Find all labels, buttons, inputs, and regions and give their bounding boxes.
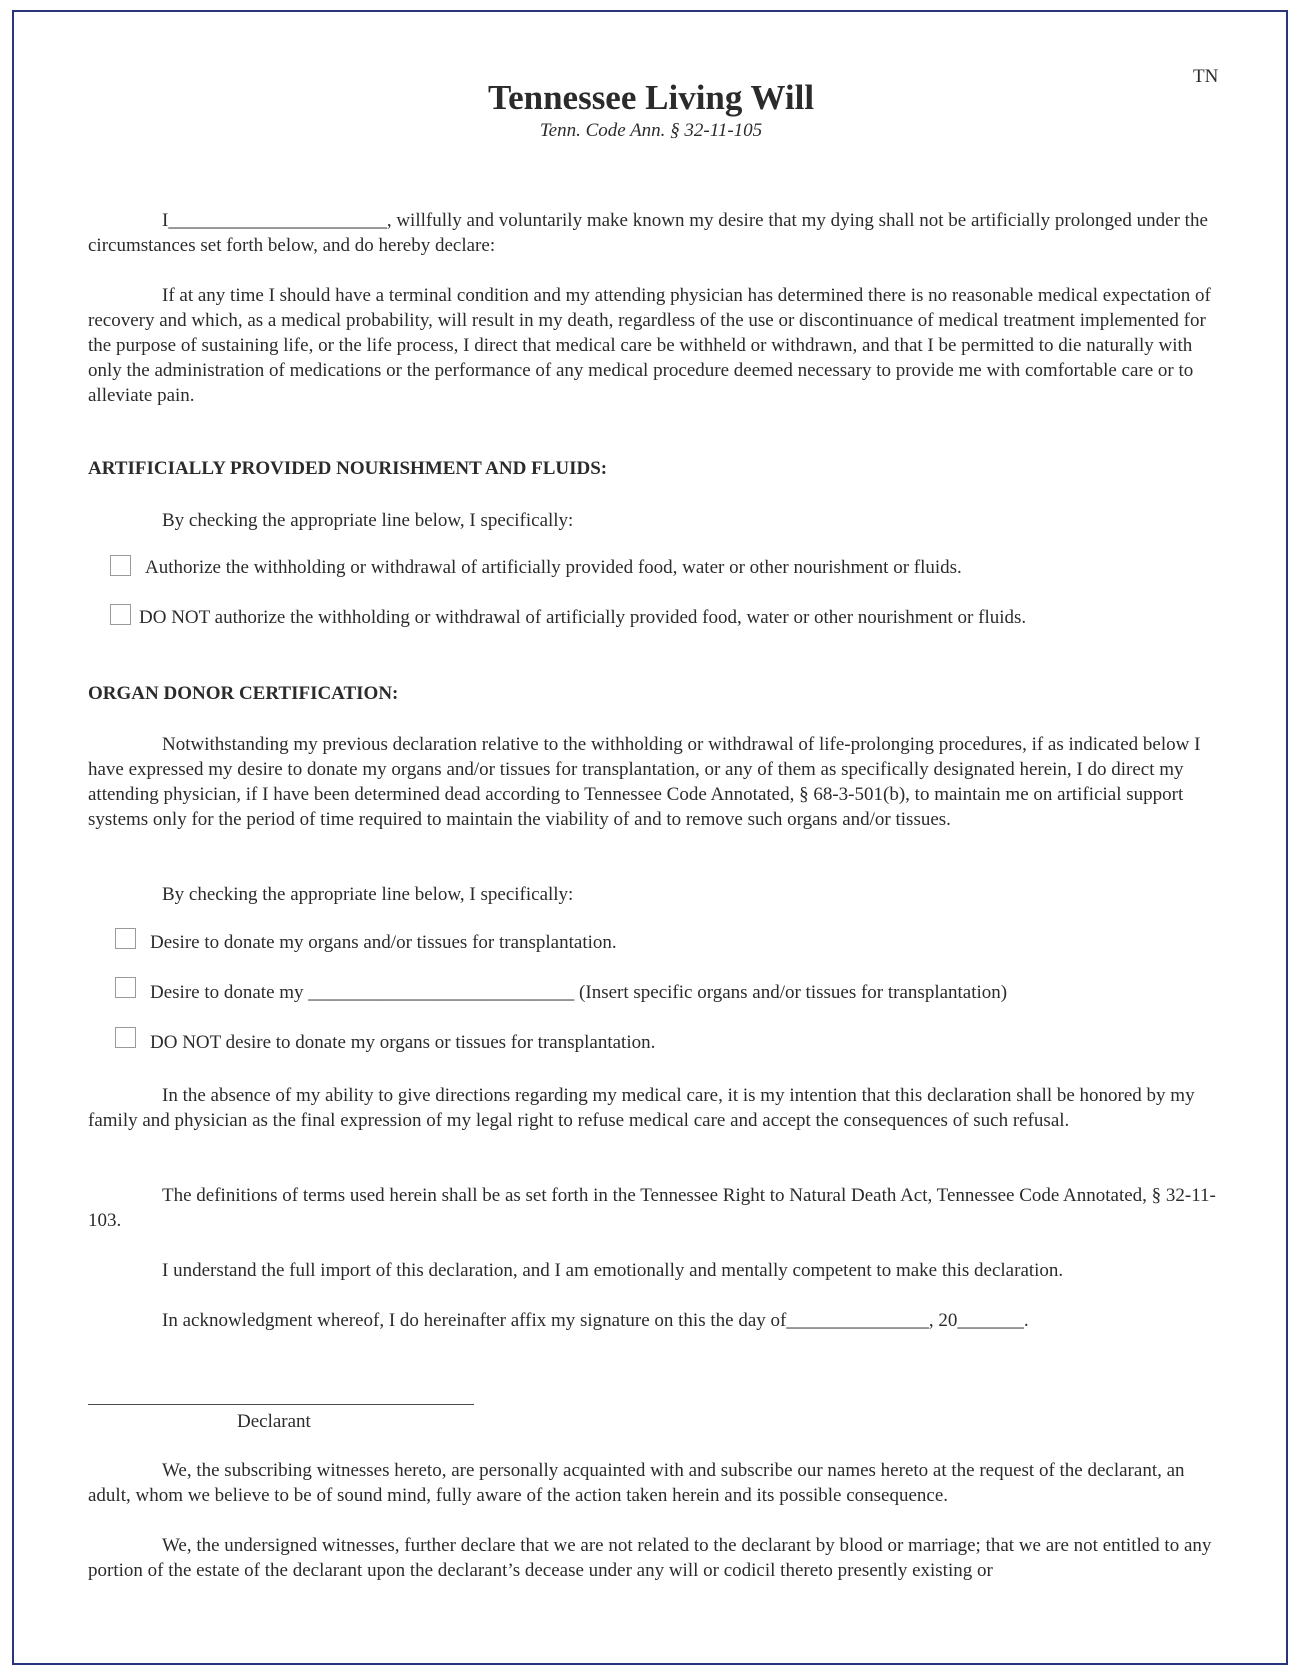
donate-all-label: Desire to donate my organs and/or tissues for transplantation. [150, 932, 617, 953]
statute-citation: Tenn. Code Ann. § 32-11-105 [539, 120, 763, 141]
witness-paragraph-1-text: We, the subscribing witnesses hereto, are personally acquainted with and subscribe our names hereto at the request of the declarant, an adult, whom we believe to be of sound mind, fully aware of the action taken herein and its possible consequence. [88, 1460, 1185, 1506]
declaration-paragraph-1 [88, 208, 1216, 258]
organ-donor-heading: ORGAN DONOR CERTIFICATION: [88, 683, 399, 704]
witness-paragraph-2-text: We, the undersigned witnesses, further declare that we are not related to the declarant by blood or marriage; that we are not entitled to any portion of the estate of the declarant upon the declarant’s decease under any will or codicil thereto presently existing or [88, 1535, 1212, 1581]
definitions-paragraph [88, 1183, 1216, 1233]
witness-paragraph-1 [88, 1458, 1216, 1508]
declaration-paragraph-2-text: If at any time I should have a terminal condition and my attending physician has determined there is no reasonable medical expectation of recovery and which, as a medical probability, will result in my death, regardless of the use or discontinuance of medical treatment implemented for the purpose of sustaining life, or the life process, I direct that medical care be withheld or withdrawn, and that I be permitted to die naturally with only the administration of medications or the performance of any medical procedure deemed necessary to provide me with comfortable care or to alleviate pain. [88, 285, 1211, 406]
absence-paragraph [88, 1083, 1216, 1133]
declaration-paragraph-1-text: I_______________________, willfully and voluntarily make known my desire that my dying shall not be artificially prolonged under the circumstances set forth below, and do hereby declare: [88, 210, 1208, 256]
authorize-withholding-checkbox[interactable] [110, 555, 131, 576]
do-not-donate-checkbox[interactable] [115, 1027, 136, 1048]
understanding-paragraph-text: I understand the full import of this declaration, and I am emotionally and mentally competent to make this declaration. [162, 1260, 1064, 1281]
document-title: Tennessee Living Will [487, 78, 815, 117]
donate-specific-label: Desire to donate my ____________________________ (Insert specific organs and/or tissues for transplantation) [150, 982, 1008, 1003]
acknowledgment-paragraph [88, 1308, 1216, 1333]
organ-intro-text: By checking the appropriate line below, I specifically: [162, 884, 574, 905]
state-code-label: TN [1193, 66, 1219, 87]
understanding-paragraph [88, 1258, 1216, 1283]
organ-donor-paragraph-text: Notwithstanding my previous declaration relative to the withholding or withdrawal of life-prolonging procedures, if as indicated below I have expressed my desire to donate my organs and/or tissues for transplantation, or any of them as specifically designated herein, I do direct my attending physician, if I have been determined dead according to Tennessee Code Annotated, § 68-3-501(b), to maintain me on artificial support systems only for the period of time required to maintain the viability of and to remove such organs and/or tissues. [88, 734, 1201, 830]
donate-all-checkbox[interactable] [115, 928, 136, 949]
do-not-donate-label: DO NOT desire to donate my organs or tissues for transplantation. [150, 1032, 656, 1053]
declarant-label: Declarant [237, 1411, 311, 1432]
acknowledgment-paragraph-text: In acknowledgment whereof, I do hereinafter affix my signature on this the day of_______________, 20_______. [162, 1310, 1029, 1331]
definitions-paragraph-text: The definitions of terms used herein shall be as set forth in the Tennessee Right to Natural Death Act, Tennessee Code Annotated, § 32-11-103. [88, 1185, 1216, 1231]
declarant-signature-line[interactable] [88, 1404, 474, 1405]
nourishment-intro-text: By checking the appropriate line below, I specifically: [162, 510, 574, 531]
organ-donor-paragraph [88, 732, 1216, 832]
do-not-authorize-checkbox[interactable] [110, 604, 131, 625]
witness-paragraph-2 [88, 1533, 1216, 1583]
nourishment-intro [88, 508, 1216, 533]
authorize-withholding-label: Authorize the withholding or withdrawal of artificially provided food, water or other nourishment or fluids. [145, 557, 962, 578]
absence-paragraph-text: In the absence of my ability to give directions regarding my medical care, it is my intention that this declaration shall be honored by my family and physician as the final expression of my legal right to refuse medical care and accept the consequences of such refusal. [88, 1085, 1195, 1131]
nourishment-heading: ARTIFICIALLY PROVIDED NOURISHMENT AND FLUIDS: [88, 458, 608, 479]
organ-intro [88, 882, 1216, 907]
declaration-paragraph-2 [88, 283, 1216, 408]
do-not-authorize-label: DO NOT authorize the withholding or withdrawal of artificially provided food, water or other nourishment or fluids. [139, 607, 1027, 628]
donate-specific-checkbox[interactable] [115, 977, 136, 998]
